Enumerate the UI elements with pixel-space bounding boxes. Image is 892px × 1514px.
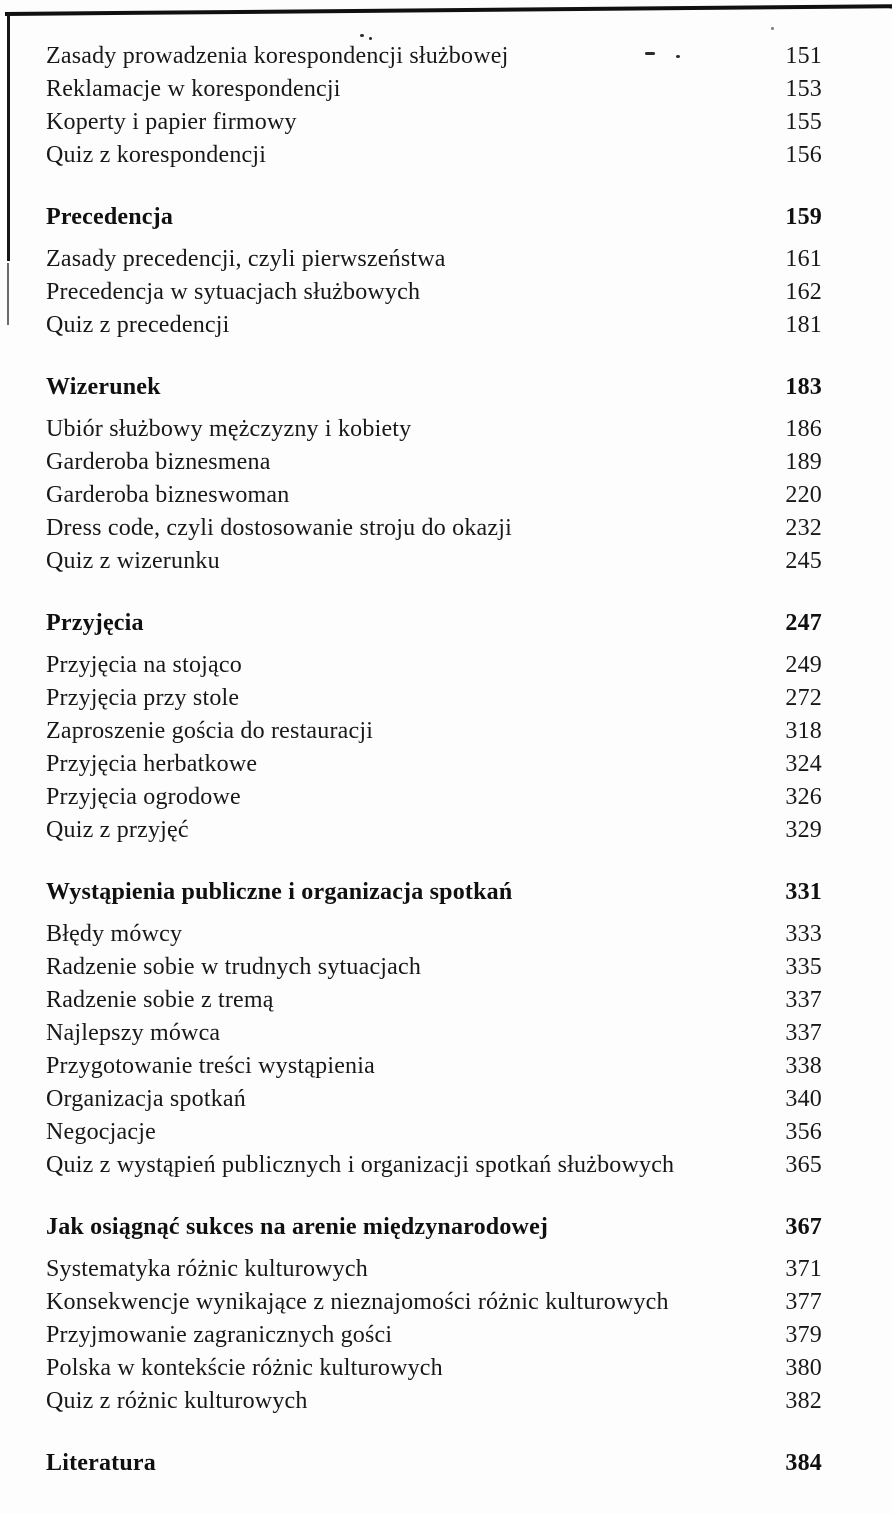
toc-entry-title: Przyjęcia ogrodowe — [46, 784, 241, 810]
toc-entry — [46, 1352, 822, 1385]
toc-entry-title: Przyjęcia przy stole — [46, 685, 240, 711]
section-heading-title: Wystąpienia publiczne i organizacja spotkań — [46, 879, 513, 905]
toc-entry-page: 380 — [785, 1355, 822, 1381]
toc-entry-page: 186 — [785, 416, 822, 442]
page-left-border — [7, 13, 10, 261]
toc-entry-page: 156 — [785, 142, 822, 168]
toc-entry — [46, 1253, 822, 1286]
toc-entry-title: Zasady prowadzenia korespondencji służbowej — [46, 43, 509, 69]
toc-entry-title: Systematyka różnic kulturowych — [46, 1256, 368, 1282]
section-items — [46, 1253, 822, 1418]
toc-entry-title: Przyjęcia na stojąco — [46, 652, 242, 678]
toc-entry — [46, 1385, 822, 1418]
section-items — [46, 413, 822, 578]
toc-entry — [46, 545, 822, 578]
scan-speck — [771, 27, 774, 30]
toc-entry-page: 356 — [785, 1119, 822, 1145]
section-heading-page: 331 — [785, 879, 822, 905]
section-heading-title: Przyjęcia — [46, 610, 144, 636]
toc-entry — [46, 682, 822, 715]
toc-entry — [46, 446, 822, 479]
toc-entry — [46, 479, 822, 512]
toc-entry-title: Reklamacje w korespondencji — [46, 76, 341, 102]
toc-entry — [46, 1017, 822, 1050]
toc-entry-title: Organizacja spotkań — [46, 1086, 246, 1112]
toc-entry — [46, 106, 822, 139]
section-heading-title: Literatura — [46, 1450, 156, 1476]
toc-list — [46, 40, 822, 1489]
section-items — [46, 649, 822, 847]
toc-entry — [46, 1083, 822, 1116]
toc-entry-page: 151 — [785, 43, 822, 69]
toc-entry-title: Quiz z różnic kulturowych — [46, 1388, 308, 1414]
section-heading-page: 384 — [785, 1450, 822, 1476]
toc-entry — [46, 814, 822, 847]
toc-entry-page: 232 — [785, 515, 822, 541]
section-heading-title: Wizerunek — [46, 374, 161, 400]
section-heading-row — [46, 876, 822, 909]
toc-entry-title: Radzenie sobie z tremą — [46, 987, 274, 1013]
toc-entry — [46, 748, 822, 781]
toc-entry-page: 335 — [785, 954, 822, 980]
toc-entry-page: 324 — [785, 751, 822, 777]
toc-entry-title: Koperty i papier firmowy — [46, 109, 297, 135]
toc-entry-title: Radzenie sobie w trudnych sytuacjach — [46, 954, 422, 980]
toc-entry-page: 329 — [785, 817, 822, 843]
toc-entry — [46, 139, 822, 172]
toc-entry-page: 338 — [785, 1053, 822, 1079]
toc-entry-title: Konsekwencje wynikające z nieznajomości różnic kulturowych — [46, 1289, 669, 1315]
section-items — [46, 918, 822, 1182]
toc-entry-title: Dress code, czyli dostosowanie stroju do okazji — [46, 515, 512, 541]
toc-entry-title: Quiz z wystąpień publicznych i organizacji spotkań służbowych — [46, 1152, 675, 1178]
toc-entry — [46, 1319, 822, 1352]
scan-speck — [360, 34, 364, 37]
toc-entry-page: 379 — [785, 1322, 822, 1348]
section-heading-row — [46, 1447, 822, 1480]
toc-entry-page: 161 — [785, 246, 822, 272]
toc-entry — [46, 243, 822, 276]
toc-entry-page: 365 — [785, 1152, 822, 1178]
toc-entry-page: 337 — [785, 987, 822, 1013]
toc-entry-page: 333 — [785, 921, 822, 947]
toc-entry-title: Quiz z precedencji — [46, 312, 230, 338]
toc-entry-title: Zaproszenie gościa do restauracji — [46, 718, 374, 744]
toc-entry — [46, 276, 822, 309]
toc-section — [46, 1447, 822, 1480]
toc-entry — [46, 918, 822, 951]
toc-entry-title: Precedencja w sytuacjach służbowych — [46, 279, 421, 305]
toc-entry-title: Polska w kontekście różnic kulturowych — [46, 1355, 443, 1381]
toc-entry-page: 189 — [785, 449, 822, 475]
toc-entry-title: Zasady precedencji, czyli pierwszeństwa — [46, 246, 446, 272]
toc-section — [46, 40, 822, 172]
toc-entry-page: 377 — [785, 1289, 822, 1315]
section-heading-row — [46, 371, 822, 404]
toc-entry-title: Przyjęcia herbatkowe — [46, 751, 258, 777]
section-heading-page: 159 — [785, 204, 822, 230]
toc-entry-title: Quiz z wizerunku — [46, 548, 220, 574]
toc-entry — [46, 309, 822, 342]
toc-entry — [46, 781, 822, 814]
section-heading-title: Jak osiągnąć sukces na arenie międzynarodowej — [46, 1214, 549, 1240]
toc-entry-page: 162 — [785, 279, 822, 305]
toc-entry-page: 181 — [785, 312, 822, 338]
section-items — [46, 40, 822, 172]
toc-entry-page: 318 — [785, 718, 822, 744]
toc-entry — [46, 40, 822, 73]
toc-entry-title: Garderoba biznesmena — [46, 449, 271, 475]
toc-entry-page: 220 — [785, 482, 822, 508]
toc-entry-page: 153 — [785, 76, 822, 102]
toc-entry-title: Błędy mówcy — [46, 921, 183, 947]
toc-entry-page: 382 — [785, 1388, 822, 1414]
section-heading-title: Precedencja — [46, 204, 174, 230]
toc-entry-title: Garderoba bizneswoman — [46, 482, 290, 508]
toc-entry — [46, 1050, 822, 1083]
page-left-border-fade — [7, 263, 9, 325]
section-items — [46, 243, 822, 342]
toc-entry — [46, 715, 822, 748]
toc-entry-page: 155 — [785, 109, 822, 135]
section-heading-row — [46, 1211, 822, 1244]
section-heading-row — [46, 201, 822, 234]
toc-section — [46, 607, 822, 847]
page-top-border — [5, 4, 892, 16]
section-heading-page: 247 — [785, 610, 822, 636]
toc-entry — [46, 1116, 822, 1149]
toc-entry-page: 245 — [785, 548, 822, 574]
toc-entry — [46, 512, 822, 545]
toc-entry-page: 326 — [785, 784, 822, 810]
toc-section — [46, 876, 822, 1182]
toc-entry-title: Quiz z przyjęć — [46, 817, 189, 843]
toc-entry-page: 337 — [785, 1020, 822, 1046]
toc-entry — [46, 984, 822, 1017]
toc-section — [46, 1211, 822, 1418]
toc-entry-title: Przyjmowanie zagranicznych gości — [46, 1322, 393, 1348]
section-heading-page: 367 — [785, 1214, 822, 1240]
toc-section — [46, 371, 822, 578]
toc-entry-page: 272 — [785, 685, 822, 711]
toc-entry-page: 249 — [785, 652, 822, 678]
toc-entry-title: Przygotowanie treści wystąpienia — [46, 1053, 375, 1079]
toc-entry-title: Ubiór służbowy mężczyzny i kobiety — [46, 416, 412, 442]
toc-entry — [46, 951, 822, 984]
toc-entry-title: Negocjacje — [46, 1119, 156, 1145]
toc-entry — [46, 649, 822, 682]
toc-entry-page: 371 — [785, 1256, 822, 1282]
toc-section — [46, 201, 822, 342]
toc-entry — [46, 73, 822, 106]
toc-entry-title: Najlepszy mówca — [46, 1020, 221, 1046]
toc-entry — [46, 413, 822, 446]
toc-entry — [46, 1149, 822, 1182]
toc-entry — [46, 1286, 822, 1319]
toc-entry-title: Quiz z korespondencji — [46, 142, 267, 168]
section-heading-page: 183 — [785, 374, 822, 400]
section-heading-row — [46, 607, 822, 640]
toc-entry-page: 340 — [785, 1086, 822, 1112]
